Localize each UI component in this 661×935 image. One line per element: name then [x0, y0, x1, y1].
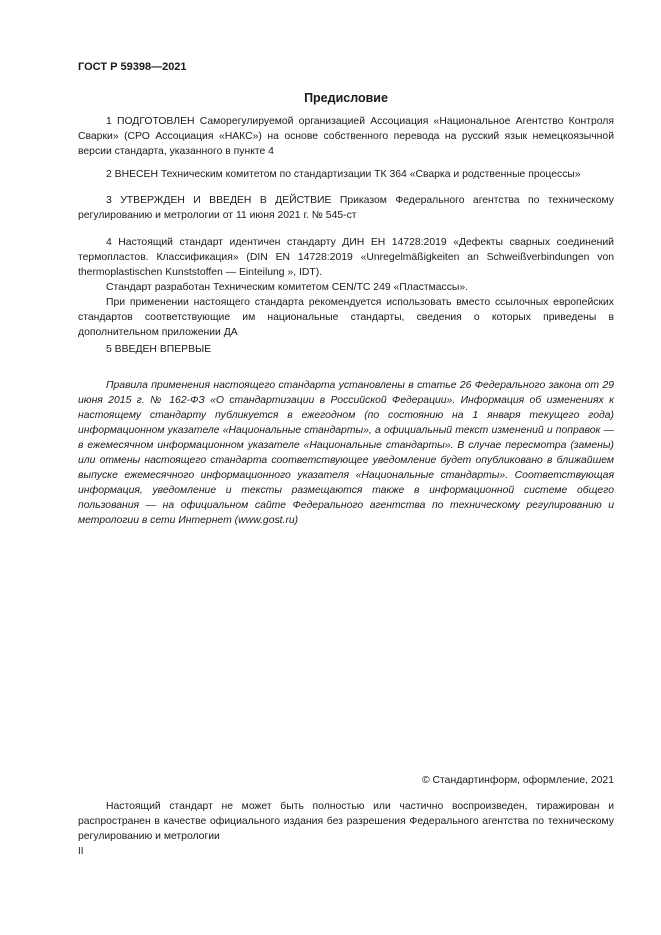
- notice-text: Правила применения настоящего стандарта установлены в статье 26 Федерального закона от 29 июня 2015 г. № 162-ФЗ «О стандартизации в Российской Федерации». Информация об изменениях к настоящему стандарту публикуется в ежегодном (по состоянию на 1 января текущего года) информационном указателе «Национальные стандарты», а официальный текст изменений и поправок — в ежемесячном информационном указателе «Национальные стандарты». В случае пересмотра (замены) или отмены настоящего стандарта соответствующее уведомление будет опубликовано в ближайшем выпуске ежемесячного информационного указателя «Национальные стандарты». Соответствующая информация, уведомление и тексты размещаются также в информационной системе общего пользования — на официальном сайте Федерального агентства по техническому регулированию и метрологии в сети Интернет (www.gost.ru): [78, 380, 614, 526]
- item-3-text: 3 УТВЕРЖДЕН И ВВЕДЕН В ДЕЙСТВИЕ Приказом Федерального агентства по техническому регулированию и метрологии от 11 июня 2021 г. № 545-ст: [78, 195, 614, 221]
- item-4-committee-text: Стандарт разработан Техническим комитетом CEN/TC 249 «Пластмассы».: [106, 282, 469, 293]
- document-code: ГОСТ Р 59398—2021: [78, 61, 187, 73]
- reproduction-text: Настоящий стандарт не может быть полностью или частично воспроизведен, тиражирован и распространен в качестве официального издания без разрешения Федерального агентства по техническому регулированию и метрологии: [78, 801, 614, 842]
- page-number: II: [78, 846, 84, 857]
- reproduction-notice: [78, 799, 614, 844]
- copyright-line: © Стандартинформ, оформление, 2021: [421, 775, 614, 786]
- item-4-text: 4 Настоящий стандарт идентичен стандарту ДИН ЕН 14728:2019 «Дефекты сварных соединений термопластов. Классификация» (DIN EN 14728:2019 «Unregelmäßigkeiten an Schweißverbindungen von thermoplastischen Kunststoffen — Einteilung », IDT).: [78, 237, 614, 278]
- item-1-text: 1 ПОДГОТОВЛЕН Саморегулируемой организацией Ассоциация «Национальное Агентство Контроля Сварки» (СРО Ассоциация «НАКС») на основе собственного перевода на русский язык немецкоязычной версии стандарта, указанного в пункте 4: [78, 116, 614, 157]
- item-3: [78, 193, 614, 223]
- item-4: [78, 235, 614, 340]
- item-5: [78, 342, 614, 357]
- item-1: [78, 114, 614, 159]
- item-5-text: 5 ВВЕДЕН ВПЕРВЫЕ: [106, 344, 212, 355]
- item-2: [78, 167, 614, 182]
- item-4-application-text: При применении настоящего стандарта рекомендуется использовать вместо ссылочных европейских стандартов соответствующие им национальные стандарты, сведения о которых приведены в дополнительном приложении ДА: [78, 297, 614, 338]
- application-rules-notice: [78, 378, 614, 528]
- item-2-text: 2 ВНЕСЕН Техническим комитетом по стандартизации ТК 364 «Сварка и родственные процессы»: [106, 169, 581, 180]
- page-title: Предисловие: [304, 91, 388, 105]
